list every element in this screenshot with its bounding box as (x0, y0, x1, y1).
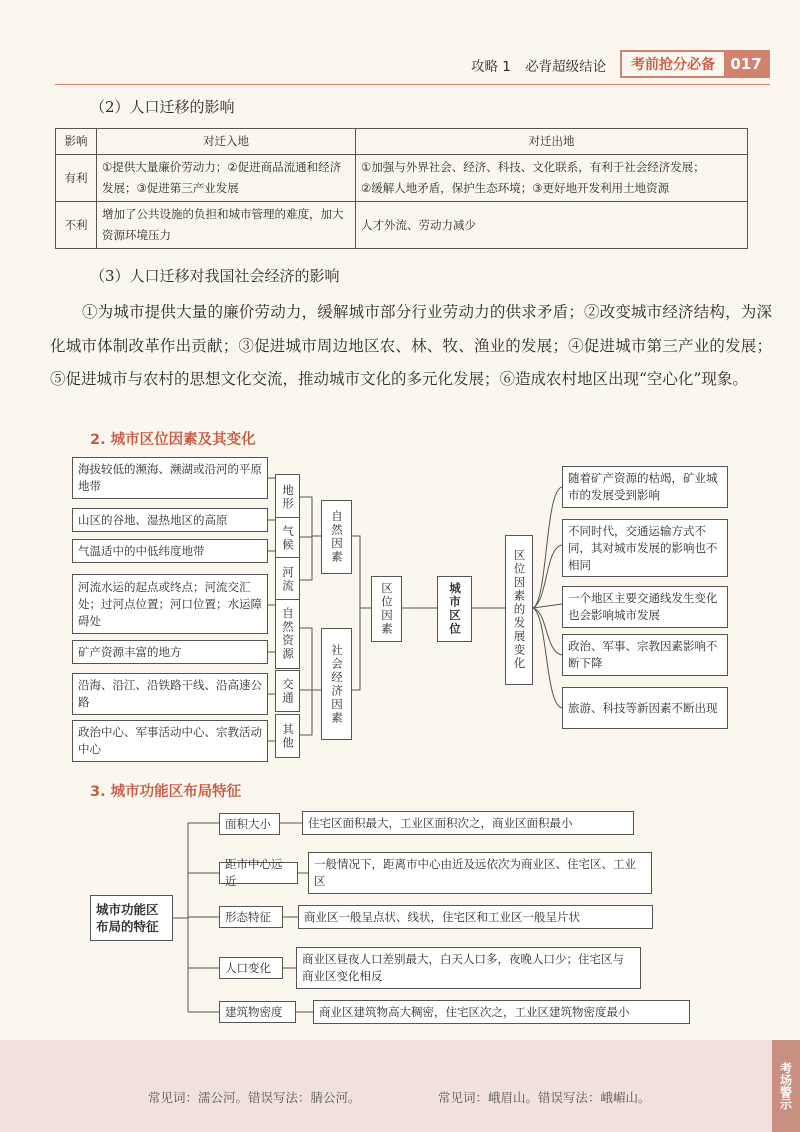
factor-other: 其他 (275, 714, 300, 758)
china-impact-heading: （3）人口迁移对我国社会经济的影响 (90, 267, 340, 285)
feature-label: 距市中心远近 (219, 862, 298, 884)
factor-transport: 交通 (275, 670, 300, 712)
right-item: 随着矿产资源的枯竭，矿业城市的发展受到影响 (562, 466, 728, 508)
factor-terrain: 地形 (275, 474, 300, 520)
page-number: 017 (724, 52, 768, 76)
feature-desc: 商业区建筑物高大稠密，住宅区次之，工业区建筑物密度最小 (313, 1000, 690, 1024)
left-item: 矿产资源丰富的地方 (72, 640, 268, 664)
migration-impact-heading: （2）人口迁移的影响 (90, 98, 235, 116)
footer-band (0, 1040, 800, 1132)
footer-note: 常见词：峨眉山。错误写法：峨嵋山。 (438, 1090, 651, 1105)
table-cell: 增加了公共设施的负担和城市管理的难度，加大资源环境压力 (97, 202, 356, 249)
factor-river: 河流 (275, 557, 300, 601)
row-label: 有利 (56, 155, 97, 202)
left-item: 河流水运的起点或终点；河流交汇处；过河点位置；河口位置；水运障碍处 (72, 574, 268, 634)
feature-desc: 商业区昼夜人口差别最大，白天人口多，夜晚人口少；住宅区与商业区变化相反 (296, 947, 641, 989)
side-tab: 考场警示 (772, 1040, 800, 1132)
feature-label: 人口变化 (219, 957, 283, 979)
group-natural: 自然因素 (321, 500, 352, 574)
right-item: 一个地区主要交通线发生变化也会影响城市发展 (562, 586, 728, 628)
left-item: 政治中心、军事活动中心、宗教活动中心 (72, 720, 268, 762)
development-change: 区位因素的发展变化 (505, 535, 533, 685)
left-item: 海拔较低的濒海、濒湖或沿河的平原地带 (72, 457, 268, 499)
chapter-label: 攻略 1 (471, 59, 511, 75)
right-item: 不同时代，交通运输方式不同，其对城市发展的影响也不相同 (562, 519, 728, 577)
table-cell: ①提供大量廉价劳动力；②促进商品流通和经济发展；③促进第三产业发展 (97, 155, 356, 202)
tag-label: 考前抢分必备 (631, 57, 715, 73)
cell-line: ②缓解人地矛盾，保护生态环境；③更好地开发利用土地资源 (361, 181, 670, 195)
section3-title: 3. 城市功能区布局特征 (90, 784, 242, 800)
table-cell: 人才外流、劳动力减少 (356, 202, 748, 249)
feature-label: 形态特征 (219, 906, 283, 928)
chapter-title: 必背超级结论 (525, 59, 607, 75)
section2-title: 2. 城市区位因素及其变化 (90, 432, 256, 448)
table-header: 对迁出地 (356, 129, 748, 155)
left-item: 山区的谷地、湿热地区的高原 (72, 508, 268, 532)
city-location: 城市区位 (437, 576, 472, 642)
cell-line: ①加强与外界社会、经济、科技、文化联系，有利于社会经济发展； (361, 160, 705, 174)
right-item: 旅游、科技等新因素不断出现 (562, 687, 728, 729)
table-header: 对迁入地 (97, 129, 356, 155)
feature-desc: 一般情况下，距离市中心由近及远依次为商业区、住宅区、工业区 (308, 852, 652, 894)
feature-label: 建筑物密度 (219, 1001, 296, 1023)
china-impact-paragraph: ①为城市提供大量的廉价劳动力，缓解城市部分行业劳动力的供求矛盾；②改变城市经济结构，为深化城市体制改革作出贡献；③促进城市周边地区农、林、牧、渔业的发展；④促进城市第三产业的发展；⑤促进城市与农村的思想文化交流，推动城市文化的多元化发展；⑥造成农村地区出现“空心化”现象。 (50, 303, 772, 388)
feature-label: 面积大小 (219, 813, 280, 835)
factor-climate: 气候 (275, 517, 300, 560)
layout-root: 城市功能区布局的特征 (90, 895, 173, 941)
footer-note: 常见词：濡公河。错误写法：腈公河。 (148, 1090, 361, 1105)
factor-natural-resources: 自然资源 (275, 599, 300, 669)
left-item: 沿海、沿江、沿铁路干线、沿高速公路 (72, 673, 268, 715)
table-header: 影响 (56, 129, 97, 155)
feature-desc: 住宅区面积最大，工业区面积次之，商业区面积最小 (302, 811, 634, 835)
group-socioeconomic: 社会经济因素 (321, 628, 352, 740)
location-factors: 区位因素 (371, 576, 402, 642)
row-label: 不利 (56, 202, 97, 249)
feature-desc: 商业区一般呈点状、线状，住宅区和工业区一般呈片状 (298, 905, 653, 929)
left-item: 气温适中的中低纬度地带 (72, 539, 268, 563)
right-item: 政治、军事、宗教因素影响不断下降 (562, 634, 728, 676)
